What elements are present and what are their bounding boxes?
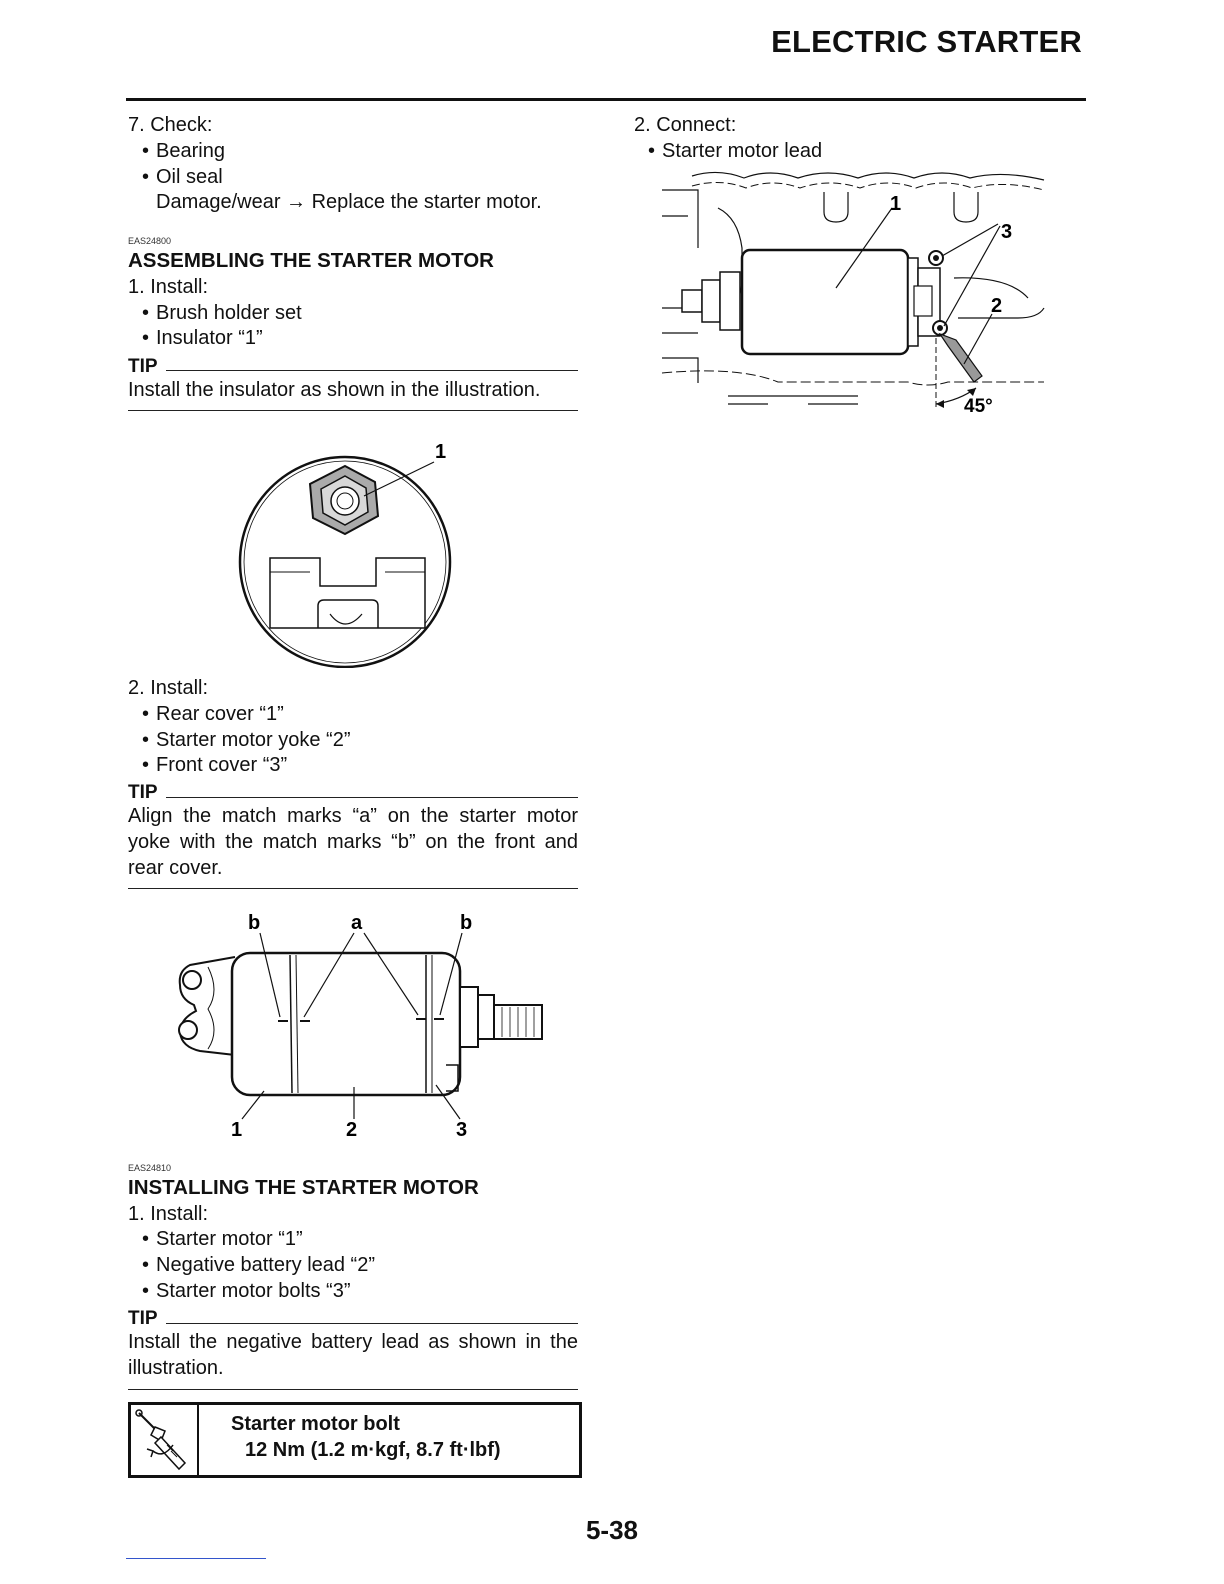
insulator-illustration [230, 436, 460, 668]
match-mark-b-label: b [248, 912, 261, 934]
list-item: • Oil seal [156, 165, 223, 189]
tip-text: Align the match marks “a” on the starter motor yoke with the match marks “b” on the front and rear cover. [128, 805, 578, 879]
section-heading-installing: INSTALLING THE STARTER MOTOR [128, 1176, 479, 1199]
section-code: EAS24810 [128, 1163, 172, 1173]
tip-rule [166, 1323, 578, 1324]
tip-label: TIP [128, 782, 158, 803]
list-item: • Front cover “3” [156, 753, 287, 777]
torque-wrench-icon [131, 1405, 197, 1475]
assembling-step-2-label: 2. Install: [128, 677, 209, 699]
callout-label: 3 [1001, 221, 1013, 243]
tip-rule [166, 370, 578, 371]
tip-end-rule [128, 1389, 578, 1390]
tip-label: TIP [128, 1308, 158, 1329]
section-heading-assembling: ASSEMBLING THE STARTER MOTOR [128, 249, 494, 272]
assembling-step-1-label: 1. Install: [128, 276, 209, 298]
match-mark-a-label: a [351, 912, 363, 934]
torque-spec-box [128, 1402, 582, 1478]
callout-label: 2 [346, 1119, 358, 1141]
page-number: 5-38 [585, 1515, 639, 1545]
callout-label: 1 [890, 193, 902, 215]
list-item: • Starter motor lead [662, 139, 822, 163]
step-7-note: Damage/wear → Replace the starter motor. [156, 191, 542, 213]
starter-motor-installation-illustration [658, 168, 1050, 420]
list-item: • Rear cover “1” [156, 702, 284, 726]
tip-rule [166, 797, 578, 798]
installing-step-1-label: 1. Install: [128, 1203, 209, 1225]
step-7-label: 7. Check: [128, 114, 213, 136]
callout-label: 1 [231, 1119, 243, 1141]
torque-spec-value: 12 Nm (1.2 m·kgf, 8.7 ft·lbf) [245, 1439, 501, 1461]
list-item: • Starter motor bolts “3” [156, 1279, 351, 1303]
list-item: • Brush holder set [156, 301, 302, 325]
tip-label: TIP [128, 356, 158, 377]
angle-label: 45° [964, 396, 993, 417]
bottom-link-rule [126, 1558, 266, 1559]
header-rule [126, 98, 1086, 101]
callout-label: 2 [991, 295, 1003, 317]
list-item: • Negative battery lead “2” [156, 1253, 375, 1277]
tip-text: Install the negative battery lead as shown in the illustration. [128, 1331, 578, 1379]
torque-spec-name: Starter motor bolt [231, 1413, 400, 1435]
tip-text: Install the insulator as shown in the illustration. [128, 379, 541, 401]
match-mark-b-label: b [460, 912, 473, 934]
list-item: • Starter motor “1” [156, 1227, 303, 1251]
connect-step-label: 2. Connect: [634, 114, 737, 136]
tip-end-rule [128, 410, 578, 411]
callout-label: 1 [435, 441, 447, 463]
list-item: • Bearing [156, 139, 225, 163]
list-item: • Insulator “1” [156, 326, 263, 350]
page-header-title: ELECTRIC STARTER [771, 24, 1082, 59]
starter-motor-match-marks-illustration [160, 905, 560, 1150]
torque-wrench-icon-cell [131, 1405, 199, 1475]
section-code: EAS24800 [128, 236, 172, 246]
tip-end-rule [128, 888, 578, 889]
list-item: • Starter motor yoke “2” [156, 728, 351, 752]
callout-label: 3 [456, 1119, 468, 1141]
